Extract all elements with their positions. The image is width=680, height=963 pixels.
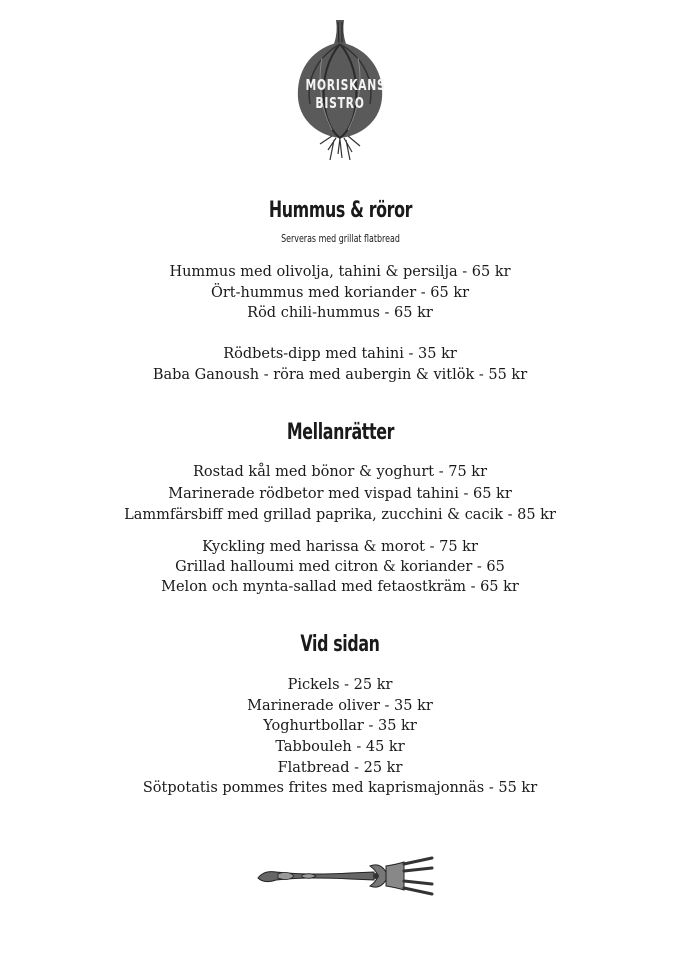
fork-icon — [254, 852, 434, 900]
menu-item: Grillad halloumi med citron & koriander - 65 — [175, 559, 505, 575]
menu-item: Marinerade oliver - 35 kr — [247, 698, 433, 714]
menu-item: Flatbread - 25 kr — [277, 760, 403, 776]
menu-item: Hummus med olivolja, tahini & persilja - 65 kr — [169, 264, 511, 280]
menu-item: Röd chili-hummus - 65 kr — [247, 305, 433, 321]
section-title-hummus: Hummus & röror — [268, 198, 412, 223]
menu-item: Ört-hummus med koriander - 65 kr — [210, 285, 470, 301]
menu-item: Sötpotatis pommes frites med kaprismajonnäs - 55 kr — [142, 780, 538, 796]
logo-line-2: BISTRO — [315, 94, 365, 112]
menu-item: Rostad kål med bönor & yoghurt - 75 kr — [192, 464, 488, 480]
menu-item: Rödbets-dipp med tahini - 35 kr — [223, 346, 457, 362]
menu-item: Tabbouleh - 45 kr — [275, 739, 405, 755]
section-title-mellanratter: Mellanrätter — [286, 420, 394, 445]
menu-item: Marinerade rödbetor med vispad tahini - 65 kr — [168, 486, 512, 502]
menu-item: Kyckling med harissa & morot - 75 kr — [202, 539, 478, 555]
menu-item: Baba Ganoush - röra med aubergin & vitlök - 55 kr — [152, 367, 528, 383]
menu-item: Lammfärsbiff med grillad paprika, zucchini & cacik - 85 kr — [124, 507, 556, 523]
menu-item: Pickels - 25 kr — [287, 677, 393, 693]
menu-item: Yoghurtbollar - 35 kr — [263, 718, 417, 734]
logo-line-1: MORISKANS — [305, 76, 386, 94]
section-subtitle-hummus: Serveras med grillat flatbread — [280, 232, 400, 245]
menu-item: Melon och mynta-sallad med fetaostkräm - 65 kr — [161, 579, 519, 595]
section-title-vid-sidan: Vid sidan — [300, 632, 380, 657]
bistro-logo — [292, 18, 388, 164]
